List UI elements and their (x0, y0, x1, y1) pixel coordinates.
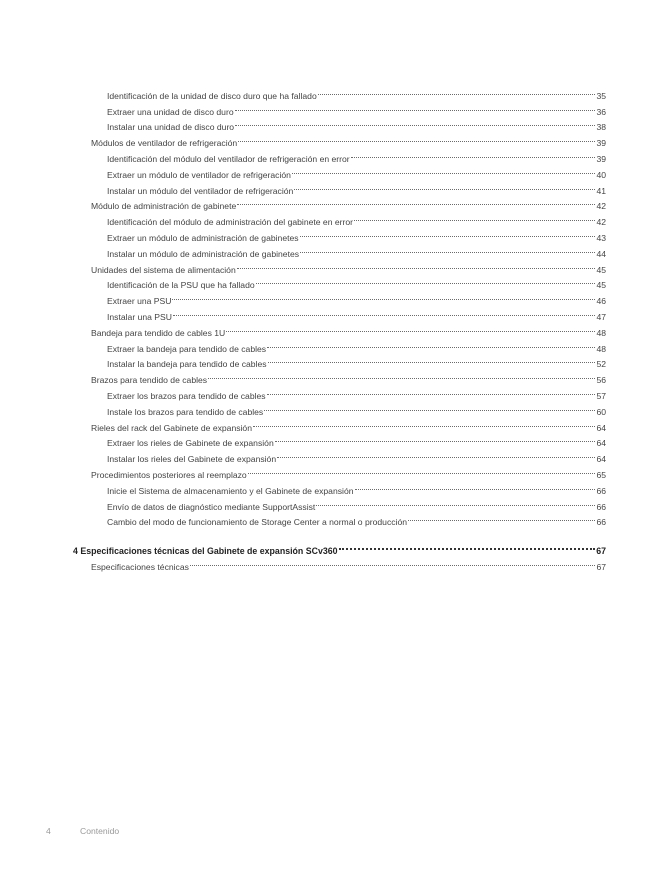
toc-entry-page-number: 66 (596, 517, 606, 528)
toc-section-entry[interactable] (91, 257, 606, 273)
toc-entry-page-number: 40 (596, 169, 606, 180)
page-footer (46, 826, 119, 836)
toc-subsection-entry[interactable] (107, 146, 606, 162)
toc-entry-page-number: 67 (596, 546, 606, 557)
dot-leader (256, 273, 596, 289)
toc-entry-title: Instalar la bandeja para tendido de cables (107, 359, 267, 370)
toc-entry-title: Cambio del modo de funcionamiento de Storage Center a normal o producción (107, 517, 408, 528)
toc-subsection-entry[interactable] (107, 288, 606, 307)
dot-leader (354, 209, 595, 225)
toc-entry-title: Instalar una PSU (107, 311, 172, 322)
table-of-contents (0, 83, 661, 570)
dot-leader (264, 399, 595, 415)
toc-entry-title: Instalar un módulo de administración de gabinetes (107, 248, 300, 259)
dot-leader (238, 130, 595, 146)
toc-entry-page-number: 38 (596, 122, 606, 133)
dot-leader (351, 146, 596, 162)
toc-entry-title: Inicie el Sistema de almacenamiento y el Gabinete de expansión (107, 485, 354, 496)
toc-entry-page-number: 57 (596, 390, 606, 401)
toc-subsection-entry[interactable] (107, 304, 606, 320)
dot-leader (300, 225, 596, 241)
toc-entry-title: Especificaciones técnicas (91, 561, 189, 572)
toc-entry-title: Instale los brazos para tendido de cables (107, 406, 264, 417)
dot-leader (316, 494, 595, 510)
toc-entry-page-number: 43 (596, 232, 606, 243)
dot-leader (267, 383, 596, 399)
toc-entry-page-number: 36 (596, 106, 606, 117)
toc-section-entry[interactable] (91, 130, 606, 149)
toc-subsection-entry[interactable] (107, 431, 606, 447)
toc-subsection-entry[interactable] (107, 273, 606, 289)
toc-entry-title: Extraer una unidad de disco duro (107, 106, 234, 117)
toc-entry-title: Extraer un módulo de ventilador de refrigeración (107, 169, 291, 180)
toc-entry-title: 4 Especificaciones técnicas del Gabinete de expansión SCv360 (73, 546, 338, 557)
toc-entry-title: Extraer los rieles de Gabinete de expansión (107, 438, 274, 449)
dot-leader (294, 178, 595, 194)
toc-entry-page-number: 64 (596, 454, 606, 465)
toc-entry-title: Instalar los rieles del Gabinete de expansión (107, 454, 277, 465)
footer-page-number: 4 (46, 826, 51, 836)
dot-leader (300, 241, 595, 257)
toc-subsection-entry[interactable] (107, 178, 606, 194)
toc-section-entry[interactable] (91, 367, 606, 386)
toc-subsection-entry[interactable] (107, 399, 606, 415)
toc-section-entry[interactable] (91, 462, 606, 478)
toc-entry-page-number: 65 (596, 469, 606, 480)
dot-leader (226, 320, 595, 336)
dot-leader (355, 478, 596, 494)
toc-entry-page-number: 52 (596, 359, 606, 370)
toc-entry-title: Extraer una PSU (107, 296, 172, 307)
toc-section-entry[interactable] (91, 320, 606, 336)
dot-leader (268, 352, 596, 368)
toc-entry-title: Rieles del rack del Gabinete de expansión (91, 422, 252, 433)
toc-entry-title: Bandeja para tendido de cables 1U (91, 327, 226, 338)
toc-entry-title: Extraer un módulo de administración de gabinetes (107, 232, 299, 243)
toc-entry-page-number: 47 (596, 311, 606, 322)
dot-leader (292, 162, 596, 178)
dot-leader (237, 257, 596, 273)
toc-entry-page-number: 45 (596, 280, 606, 291)
toc-entry-title: Extraer la bandeja para tendido de cables (107, 343, 267, 354)
toc-section-entry[interactable] (91, 554, 606, 570)
toc-entry-title: Identificación del módulo de administración del gabinete en error (107, 217, 354, 228)
toc-entry-title: Módulos de ventilador de refrigeración (91, 138, 238, 149)
toc-subsection-entry[interactable] (107, 510, 606, 526)
dot-leader (318, 83, 596, 99)
toc-entry-page-number: 45 (596, 264, 606, 275)
dot-leader (237, 194, 595, 210)
toc-entry-title: Instalar una unidad de disco duro (107, 122, 235, 133)
dot-leader (235, 99, 596, 115)
toc-entry-page-number: 67 (596, 561, 606, 572)
toc-entry-page-number: 56 (596, 375, 606, 386)
toc-entry-page-number: 42 (596, 217, 606, 228)
toc-entry-page-number: 66 (596, 501, 606, 512)
toc-entry-title: Brazos para tendido de cables (91, 375, 208, 386)
toc-entry-page-number: 48 (596, 343, 606, 354)
toc-subsection-entry[interactable] (107, 336, 606, 352)
dot-leader (248, 462, 596, 478)
toc-subsection-entry[interactable] (107, 162, 606, 178)
toc-entry-title: Envío de datos de diagnóstico mediante SupportAssist (107, 501, 316, 512)
toc-subsection-entry[interactable] (107, 494, 606, 510)
dot-leader (408, 510, 595, 526)
toc-entry-title: Extraer los brazos para tendido de cables (107, 390, 266, 401)
dot-leader (277, 446, 595, 462)
toc-entry-page-number: 39 (596, 153, 606, 164)
toc-entry-title: Identificación del módulo del ventilador de refrigeración en error (107, 153, 350, 164)
dot-leader (235, 115, 595, 131)
toc-entry-page-number: 42 (596, 201, 606, 212)
toc-entry-title: Instalar un módulo del ventilador de refrigeración (107, 185, 294, 196)
footer-section-title: Contenido (80, 826, 120, 836)
toc-subsection-entry[interactable] (107, 209, 606, 228)
toc-entry-page-number: 48 (596, 327, 606, 338)
toc-subsection-entry[interactable] (107, 352, 606, 368)
toc-section-entry[interactable] (91, 194, 606, 210)
dot-leader (208, 367, 595, 383)
dot-leader (339, 538, 596, 554)
toc-subsection-entry[interactable] (107, 446, 606, 465)
dot-leader (190, 554, 596, 570)
toc-subsection-entry[interactable] (107, 478, 606, 494)
toc-entry-title: Identificación de la unidad de disco duro que ha fallado (107, 90, 317, 101)
toc-entry-page-number: 41 (596, 185, 606, 196)
toc-subsection-entry[interactable] (107, 241, 606, 257)
dot-leader (173, 304, 595, 320)
toc-subsection-entry[interactable] (107, 115, 606, 131)
toc-entry-page-number: 66 (596, 485, 606, 496)
toc-entry-page-number: 64 (596, 438, 606, 449)
toc-entry-page-number: 60 (596, 406, 606, 417)
toc-entry-page-number: 44 (596, 248, 606, 259)
toc-section-entry[interactable] (91, 415, 606, 431)
toc-entry-page-number: 35 (596, 90, 606, 101)
toc-entry-title: Procedimientos posteriores al reemplazo (91, 469, 247, 480)
toc-entry-page-number: 64 (596, 422, 606, 433)
toc-entry-title: Módulo de administración de gabinete (91, 201, 237, 212)
dot-leader (172, 288, 595, 304)
dot-leader (253, 415, 595, 431)
dot-leader (267, 336, 595, 352)
toc-entry-title: Identificación de la PSU que ha fallado (107, 280, 255, 291)
toc-entry-title: Unidades del sistema de alimentación (91, 264, 236, 275)
dot-leader (275, 431, 596, 447)
toc-chapter-entry[interactable] (73, 538, 606, 557)
toc-subsection-entry[interactable] (107, 383, 606, 399)
toc-subsection-entry[interactable] (107, 99, 606, 115)
toc-entry-page-number: 46 (596, 296, 606, 307)
toc-subsection-entry[interactable] (107, 83, 606, 99)
toc-entry-page-number: 39 (596, 138, 606, 149)
toc-subsection-entry[interactable] (107, 225, 606, 241)
